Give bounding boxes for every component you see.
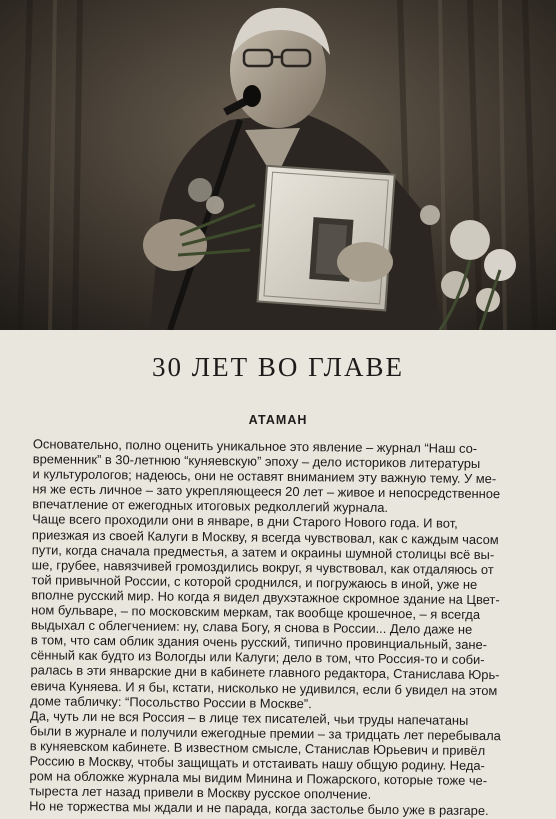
text-line: евича Куняева. И я бы, кстати, нисколько не удивился, если б увидел на этом [30,677,498,698]
text-line: Чаще всего проходили они в январе, в дни Старого Нового года. И вот, [32,511,458,532]
text-line: в куняевском кабинете. В известном смысле, Станислав Юрьевич и привёл [29,738,486,758]
text-line: в том, что сам облик здания очень русский, типично провинциальный, зане- [30,632,488,653]
text-line: Но не торжества мы ждали и не парада, когда застолье было уже в разгаре. [29,798,489,819]
photo-speaker-with-microphone [0,0,556,330]
text-line: ралась в эти январские дни в кабинете главного редактора, Станислава Юрь- [30,662,500,683]
text-line: выдыхал с облегчением: ну, слава Богу, я снова в России... Дело даже не [30,617,473,638]
text-line: пути, когда сначала предместья, а затем и окраины шумной столицы всё вы- [31,541,495,562]
paragraph-3 [3,708,550,819]
text-line: были в журнале и получили ежегодные премии – за тридцать лет перебывала [29,723,501,743]
paragraph-2 [4,511,552,713]
text-line: Основательно, полно оценить уникальное это явление – журнал “Наш со- [32,436,478,456]
text-line: и культурологов; надеюсь, они не оставят вниманием эту важную тему. У ме- [32,466,497,487]
text-line: вполне русский мир. Но когда я видел двухэтажное скромное здание на Цвет- [31,587,500,608]
section-title: АТАМАН [248,413,308,427]
article-body [3,436,553,819]
text-line: тыреста лет назад привели в Москву русское ополчение. [29,783,372,802]
paragraph-1 [6,436,553,517]
text-line: Да, чуть ли не вся Россия – в лице тех писателей, чьи труды напечатаны [29,707,469,728]
text-line: сённый как будто из Вологды или Калуги; дело в том, что Россия-то и соби- [30,647,485,668]
text-line: ше, грубее, навязчивей громоздились вокруг, я чувствовал, как отдаляюсь от [31,557,494,577]
text-line: доме табличку: “Посольство России в Москве”. [30,692,312,711]
text-line: временник” в 30-летнюю “куняевскую” эпоху – дело историков литературы [32,451,481,472]
text-line: ром на обложке журнала мы видим Минина и Пожарского, которые тоже че- [29,768,488,789]
text-line: той привычной России, с которой сроднился, и погружаюсь в иной, уже не [31,572,478,592]
text-line: Россию в Москву, чтобы защищать и отстаивать нашу общую родину. Неда- [29,753,485,773]
article-photo [0,0,556,330]
text-line: приезжая из своей Калуги в Москву, я всегда чувствовал, как с каждым часом [31,526,499,547]
article-headline: 30 ЛЕТ ВО ГЛАВЕ [152,352,404,382]
text-line: ня же есть личное – зато укрепляющееся 20 лет – живое и непосредственное [32,481,501,502]
text-line: ном бульваре, – по московским меркам, так вообще крошечное, – я всегда [31,602,481,622]
text-line: впечатление от ежегодных итоговых редколлегий журнала. [32,496,389,516]
